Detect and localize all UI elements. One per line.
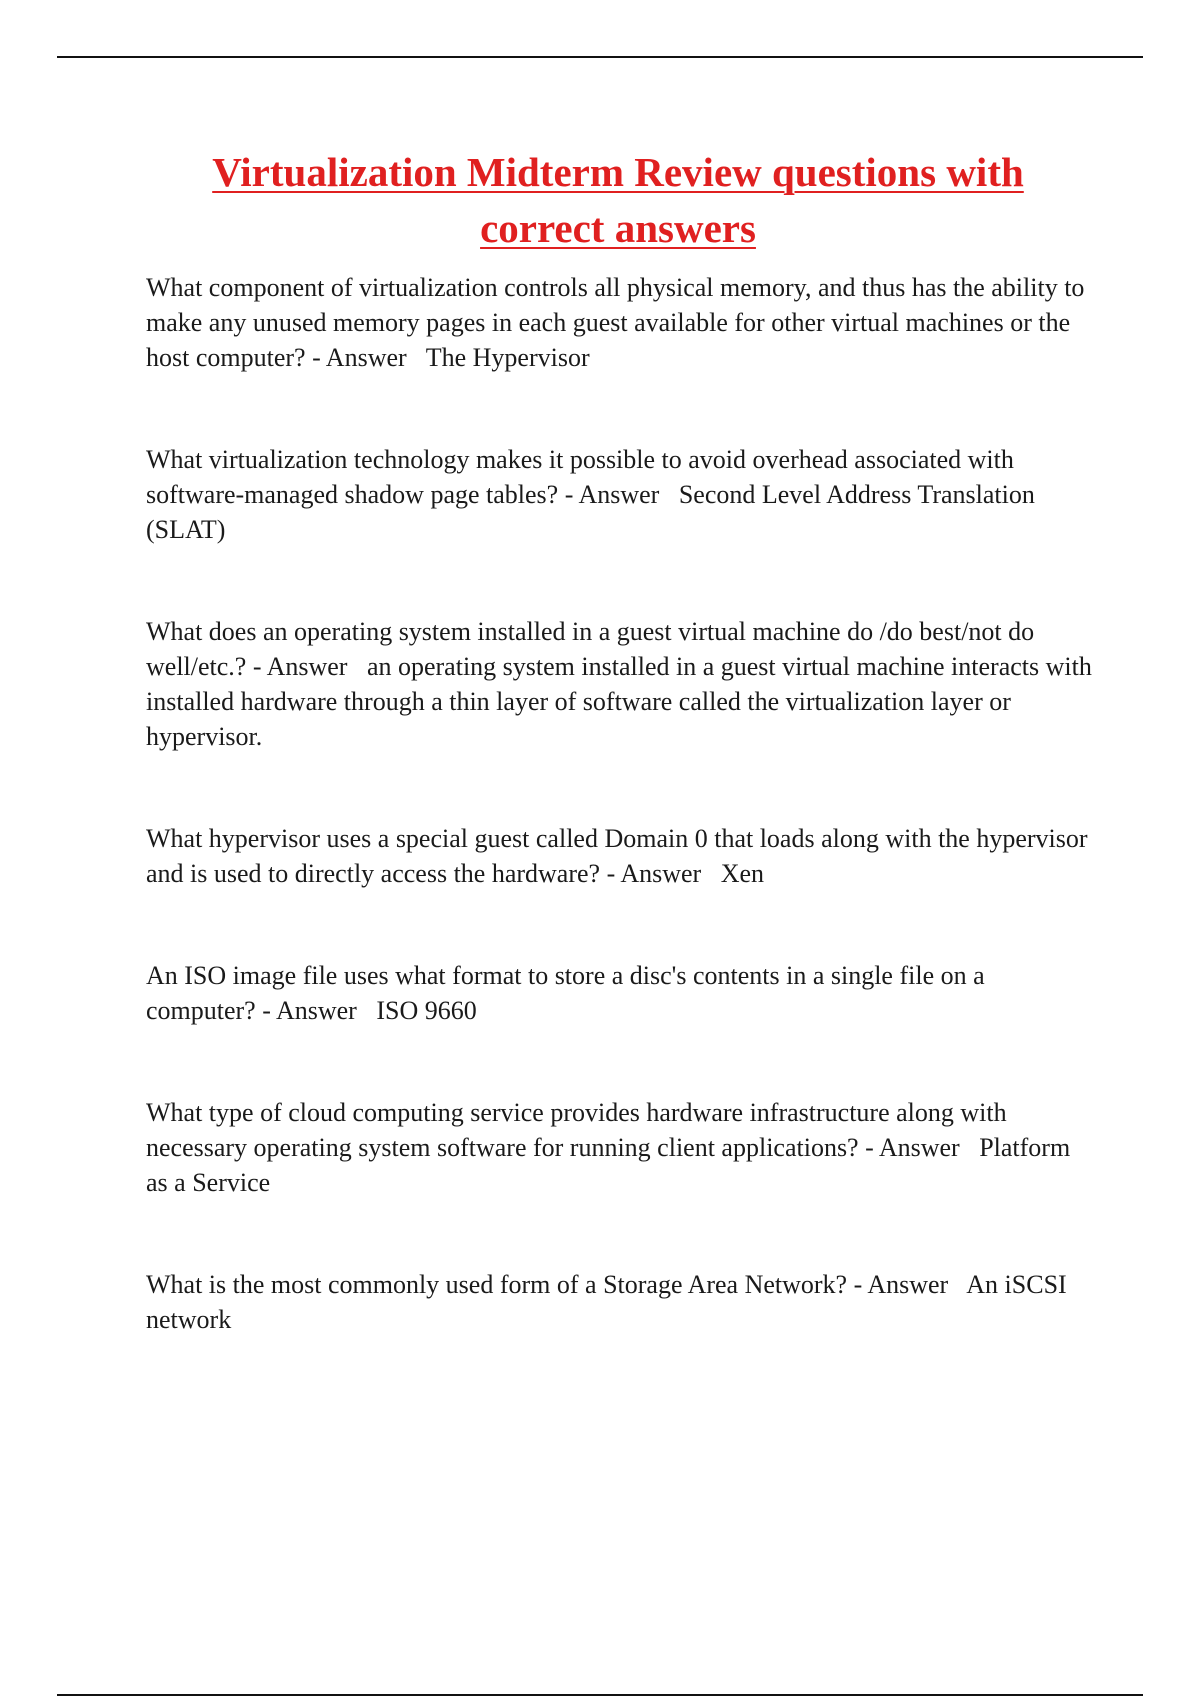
- qa-item: [146, 1095, 1096, 1200]
- question-text: What hypervisor uses a special guest called Domain 0 that loads along with the hypervisor and is used to directly access the hardware?: [146, 824, 1095, 888]
- answer-separator: - Answer: [847, 1270, 967, 1299]
- question-text: What does an operating system installed in a guest virtual machine do /do best/not do well/etc.?: [146, 617, 1041, 681]
- answer-separator: - Answer: [305, 343, 426, 372]
- qa-item: [146, 1267, 1096, 1337]
- top-rule: [57, 56, 1143, 58]
- qa-item: [146, 442, 1096, 547]
- question-text: What is the most commonly used form of a Storage Area Network?: [146, 1270, 848, 1299]
- answer-separator: - Answer: [246, 652, 367, 681]
- answer-text: Platform as a Service: [146, 1133, 1077, 1197]
- answer-text: an operating system installed in a guest virtual machine interacts with installed hardware through a thin layer of software called the virtualization layer or hypervisor.: [146, 652, 1099, 751]
- bottom-rule: [57, 1694, 1143, 1696]
- document-title: Virtualization Midterm Review questions with correct answers: [212, 149, 1024, 251]
- answer-separator: - Answer: [558, 480, 679, 509]
- answer-text: Second Level Address Translation (SLAT): [146, 480, 1042, 544]
- qa-list: [146, 270, 1099, 1337]
- answer-separator: - Answer: [600, 859, 721, 888]
- qa-item: [146, 614, 1099, 754]
- answer-text: ISO 9660: [376, 996, 477, 1025]
- question-text: What virtualization technology makes it possible to avoid overhead associated with software-managed shadow page tables?: [146, 445, 1021, 509]
- qa-item: [146, 270, 1096, 375]
- qa-item: [146, 821, 1096, 891]
- question-text: What type of cloud computing service provides hardware infrastructure along with necessary operating system software for running client applications?: [146, 1098, 1014, 1162]
- answer-text: The Hypervisor: [425, 343, 590, 372]
- qa-item: [146, 958, 1096, 1028]
- answer-text: Xen: [720, 859, 765, 888]
- answer-text: An iSCSI network: [146, 1270, 1074, 1334]
- answer-separator: - Answer: [255, 996, 377, 1025]
- question-text: An ISO image file uses what format to store a disc's contents in a single file on a computer?: [146, 961, 992, 1025]
- question-text: What component of virtualization controls all physical memory, and thus has the ability to make any unused memory pages in each guest available for other virtual machines or the host computer?: [146, 273, 1091, 372]
- answer-separator: - Answer: [858, 1133, 980, 1162]
